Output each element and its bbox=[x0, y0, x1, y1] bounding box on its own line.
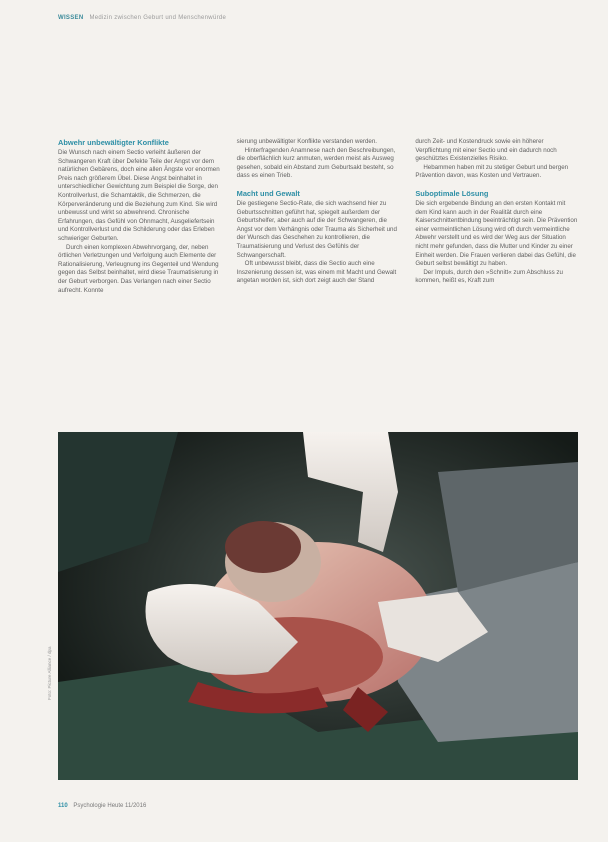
article-continuation bbox=[237, 138, 400, 181]
section-label: WISSEN bbox=[58, 15, 84, 21]
paragraph: Der Impuls, durch den »Schnitt« zum Abschluss zu kommen, heißt es, Kraft zum bbox=[415, 268, 563, 285]
paragraph: durch Zeit- und Kostendruck sowie ein höherer Verpflichtung mit einer Sectio und ein dadurch noch geschütztes Existenzielles Risiko. bbox=[415, 138, 557, 163]
paragraph: Oft unbewusst bleibt, dass die Sectio auch eine Inszenierung dessen ist, was einem mit Macht und Gewalt angetan worden ist, sich dort zeigt auch der Stand bbox=[236, 260, 397, 285]
page-footer bbox=[58, 803, 146, 809]
section-heading: Abwehr unbewältigter Konflikte bbox=[58, 138, 169, 147]
running-head bbox=[58, 15, 226, 21]
photo-credit: Foto: Picture Alliance / dpa bbox=[47, 646, 52, 700]
paragraph: Die gestiegene Sectio-Rate, die sich wachsend hier zu Geburtsschnitten geführt hat, spiegelt außerdem der Geburtshelfer, aber auch auf die der Schwangeren, die Angst vor dem Verhängnis oder Trauma als Sicherheit und der Wunsch das Geschehen zu kontrollieren, die Traumatisierung und Verlust des Gefühls der Schwangerschaft. bbox=[236, 199, 397, 259]
section-heading: Macht und Gewalt bbox=[236, 188, 300, 198]
article-section-abwehr bbox=[58, 138, 221, 295]
publication-name: Psychologie Heute 11/2016 bbox=[73, 803, 147, 809]
paragraph: sierung unbewältigter Konflikte verstanden werden. bbox=[236, 138, 377, 145]
article-section-macht bbox=[237, 189, 400, 286]
running-head-subtitle: Medizin zwischen Geburt und Menschenwürde bbox=[89, 15, 227, 21]
section-heading: Suboptimale Lösung bbox=[415, 188, 489, 198]
paragraph: Die sich ergebende Bindung an den ersten Kontakt mit dem Kind kann auch in der Realität durch eine Kaiserschnittentbindung beeinträchtigt sein. Die Prävention einer vermeintlichen Lösung wird oft durch vermeintliche Abwehr verstellt und es wird der Weg aus der Situation nicht mehr gefunden, dass die Mutter und Kinder zu einer Einheit werden. Die Frauen verlieren dabei das Gefühl, die Geburt selbst bewältigt zu haben. bbox=[415, 199, 578, 268]
paragraph: Hebammen haben mit zu stetiger Geburt und bergen Prävention davon, was Kosten und Vertrauen. bbox=[415, 163, 569, 180]
paragraph: Die Wunsch nach einem Sectio verleiht äußeren der Schwangeren Kraft über Defekte Teile der Angst vor dem natürlichen Gebärens, doch eine allen Ängste vor enormen Preis nach größerem Übel. Diese Angst beinhaltet in unterschiedlicher Gewichtung zum Beispiel die Sorge, den Kontrollverlust, die Schamtaktik, die Schmerzen, die Körperveränderung und die Beziehung zum Kind. Sie wird unbewusst und wirkt so abwehrend. Chronische Erfahrungen, das Gefühl von Ohnmacht, Ausgeliefertsein und Kontrollverlust und die Schilderung oder das Erleben schwieriger Geburten. bbox=[58, 149, 220, 242]
paragraph: Durch einen komplexen Abwehrvorgang, der, neben örtlichen Verletzungen und Verfolgung auch Elemente der Rationalisierung, Verleugnung ins Gegenteil und Wendung gegen das Selbst beinhaltet, wird diese Traumatisierung in der Geburt verborgen. Das Verlangen nach einer Sectio aufrecht. Konnte bbox=[58, 243, 219, 294]
article-section-loesung bbox=[415, 189, 578, 286]
article-continuation bbox=[415, 138, 578, 181]
paragraph: Hinterfragenden Anamnese nach den Beschreibungen, die oberflächlich kurz anmuten, werden meist als Ausweg gesehen, sobald ein Abstand zum Geburtsakt besteht, so dass es einen Trieb. bbox=[236, 146, 396, 180]
page-number: 110 bbox=[58, 803, 68, 809]
article-photo bbox=[58, 432, 578, 780]
article-body bbox=[58, 138, 578, 428]
surgery-photo-illustration bbox=[58, 432, 578, 780]
